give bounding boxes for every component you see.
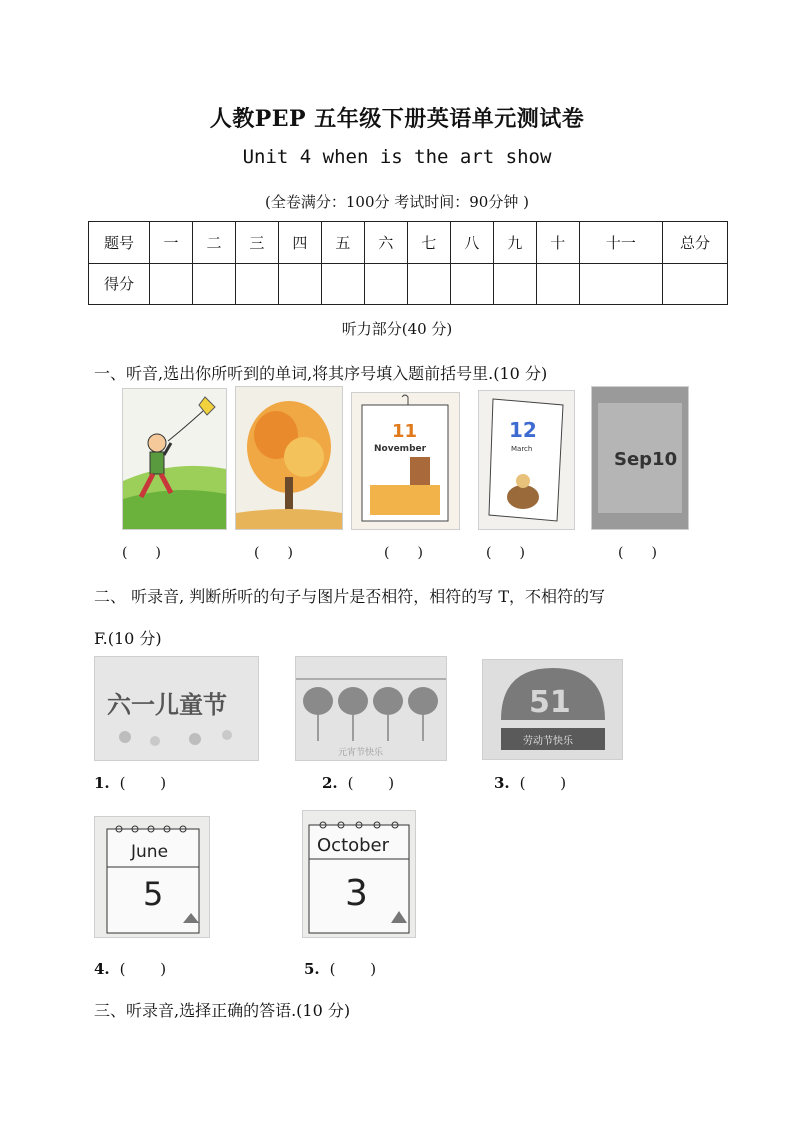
calendar-october-icon — [302, 810, 416, 938]
score-input-cell[interactable] — [536, 263, 579, 305]
score-table-header-row — [89, 222, 728, 264]
page-title: 人教PEP 五年级下册英语单元测试卷 — [209, 106, 585, 132]
sep-10-label: Sep10 — [614, 449, 678, 470]
answer-paren[interactable]: ( ) — [618, 545, 657, 561]
score-table — [88, 221, 728, 305]
calendar-month: June — [131, 842, 169, 862]
table-cell: 十 — [536, 222, 579, 264]
listening-section-title: 听力部分(40 分) — [341, 320, 453, 338]
answer-paren[interactable]: ( ) — [519, 774, 567, 792]
table-cell: 五 — [321, 222, 364, 264]
exam-meta: (全卷满分：100分 考试时间：90分钟 ) — [265, 193, 529, 211]
table-cell: 九 — [493, 222, 536, 264]
score-input-cell[interactable] — [364, 263, 407, 305]
score-input-cell[interactable] — [493, 263, 536, 305]
kite-icon — [122, 388, 227, 530]
question-2-text: 二、 听录音, 判断所听的句子与图片是否相符，相符的写 T，不相符的写 — [94, 587, 606, 606]
answer-paren[interactable]: ( ) — [347, 774, 395, 792]
question-2-text-continued: F.(10 分) — [94, 629, 162, 648]
score-input-cell[interactable] — [407, 263, 450, 305]
table-cell: 题号 — [89, 222, 150, 264]
score-input-cell[interactable] — [663, 263, 728, 305]
answer-paren[interactable]: ( ) — [329, 960, 377, 978]
lanterns-icon — [295, 656, 447, 761]
table-cell: 总分 — [663, 222, 728, 264]
table-cell: 十一 — [579, 222, 662, 264]
answer-paren[interactable]: ( ) — [486, 545, 525, 561]
labour-day-icon — [482, 659, 623, 760]
sep-10-icon — [591, 386, 689, 530]
table-cell: 一 — [150, 222, 193, 264]
calendar-day: 5 — [143, 875, 164, 913]
question-1-text: 一、听音,选出你所听到的单词,将其序号填入题前括号里.(10 分) — [94, 364, 548, 383]
table-cell: 四 — [278, 222, 321, 264]
item-number: 1. ( ) — [94, 774, 167, 792]
childrens-day-label: 六一儿童节 — [107, 691, 227, 719]
answer-paren[interactable]: ( ) — [254, 545, 293, 561]
score-input-cell[interactable] — [235, 263, 278, 305]
item-number: 5. ( ) — [304, 960, 377, 978]
answer-paren[interactable]: ( ) — [119, 774, 167, 792]
score-input-cell[interactable] — [150, 263, 193, 305]
score-input-cell[interactable] — [278, 263, 321, 305]
labour-day-label: 劳动节快乐 — [523, 736, 573, 747]
item-number: 2. ( ) — [322, 774, 395, 792]
table-cell: 得分 — [89, 263, 150, 305]
table-cell: 八 — [450, 222, 493, 264]
calendar-month: March — [511, 445, 533, 453]
table-cell: 二 — [192, 222, 235, 264]
calendar-day: 12 — [509, 418, 537, 442]
score-table-score-row — [89, 263, 728, 305]
calendar-november-icon — [351, 392, 460, 530]
labour-day-number: 51 — [529, 685, 571, 720]
answer-paren[interactable]: ( ) — [119, 960, 167, 978]
autumn-tree-icon — [235, 386, 343, 530]
question-3-text: 三、听录音,选择正确的答语.(10 分) — [94, 1001, 351, 1020]
item-number: 3. ( ) — [494, 774, 567, 792]
answer-paren[interactable]: ( ) — [122, 545, 161, 561]
childrens-day-icon — [94, 656, 259, 761]
lanterns-label: 元宵节快乐 — [338, 748, 384, 758]
score-input-cell[interactable] — [450, 263, 493, 305]
calendar-day: 11 — [392, 421, 418, 442]
unit-subtitle: Unit 4 when is the art show — [242, 146, 552, 168]
calendar-month: October — [317, 835, 390, 856]
calendar-month: November — [374, 444, 427, 454]
calendar-june-icon — [94, 816, 210, 938]
table-cell: 六 — [364, 222, 407, 264]
score-input-cell[interactable] — [192, 263, 235, 305]
table-cell: 七 — [407, 222, 450, 264]
score-input-cell[interactable] — [321, 263, 364, 305]
table-cell: 三 — [235, 222, 278, 264]
item-number: 4. ( ) — [94, 960, 167, 978]
calendar-march-icon — [478, 390, 575, 530]
score-input-cell[interactable] — [579, 263, 662, 305]
answer-paren[interactable]: ( ) — [384, 545, 423, 561]
calendar-day: 3 — [345, 873, 368, 914]
